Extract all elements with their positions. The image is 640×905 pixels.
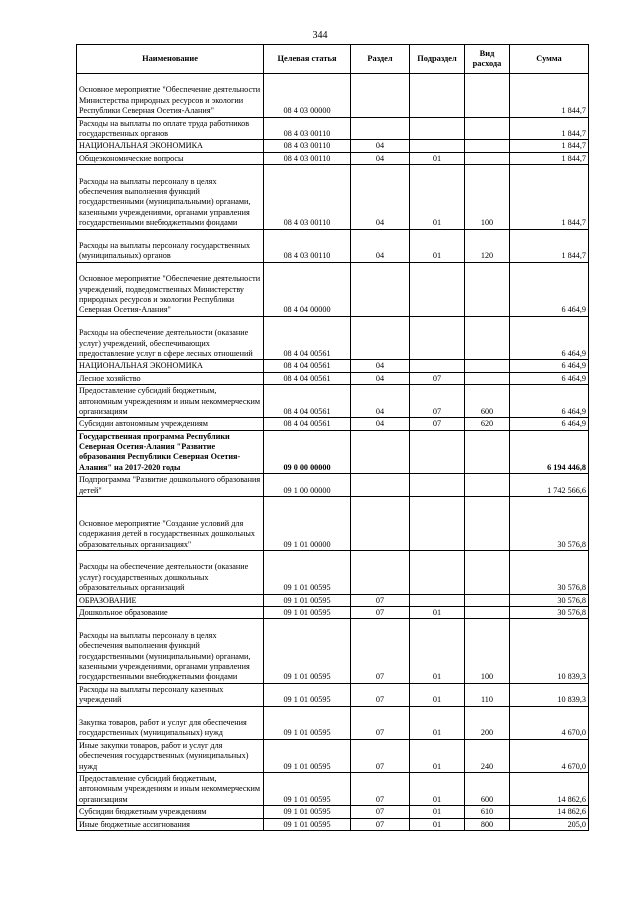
row-sum: 4 670,0 <box>510 706 589 739</box>
row-name: НАЦИОНАЛЬНАЯ ЭКОНОМИКА <box>77 360 264 372</box>
row-section: 04 <box>351 418 410 430</box>
row-article: 09 1 01 00595 <box>264 551 351 595</box>
table-row <box>77 372 589 384</box>
row-expense-type: 100 <box>465 165 510 229</box>
row-name: Дошкольное образование <box>77 607 264 619</box>
row-name: Лесное хозяйство <box>77 372 264 384</box>
row-name: Иные бюджетные ассигнования <box>77 818 264 830</box>
table-row <box>77 140 589 152</box>
row-section: 04 <box>351 229 410 262</box>
row-subsection: 01 <box>410 773 465 806</box>
row-section: 04 <box>351 372 410 384</box>
row-article: 08 4 04 00000 <box>264 262 351 316</box>
row-name: НАЦИОНАЛЬНАЯ ЭКОНОМИКА <box>77 140 264 152</box>
row-article: 08 4 03 00110 <box>264 152 351 164</box>
row-sum: 10 839,3 <box>510 683 589 706</box>
row-name: Основное мероприятие "Обеспечение деятельности учреждений, подведомственных Министерству природных ресурсов и экологии Республики Северная Осетия-Алания" <box>77 262 264 316</box>
row-subsection <box>410 140 465 152</box>
row-sum: 205,0 <box>510 818 589 830</box>
row-section <box>351 497 410 551</box>
row-section <box>351 74 410 118</box>
row-expense-type: 800 <box>465 818 510 830</box>
row-name: Основное мероприятие "Обеспечение деятельности Министерства природных ресурсов и экологии Республики Северная Осетия-Алания" <box>77 74 264 118</box>
row-subsection <box>410 262 465 316</box>
row-name: Расходы на выплаты по оплате труда работников государственных органов <box>77 117 264 140</box>
row-expense-type: 240 <box>465 739 510 772</box>
row-subsection: 01 <box>410 152 465 164</box>
row-subsection: 07 <box>410 372 465 384</box>
row-name: Подпрограмма "Развитие дошкольного образования детей" <box>77 474 264 497</box>
table-row <box>77 152 589 164</box>
row-article: 08 4 04 00561 <box>264 418 351 430</box>
table-row <box>77 474 589 497</box>
row-name: Закупка товаров, работ и услуг для обеспечения государственных (муниципальных) нужд <box>77 706 264 739</box>
row-expense-type <box>465 152 510 164</box>
row-name: Расходы на выплаты персоналу государственных (муниципальных) органов <box>77 229 264 262</box>
row-sum: 1 742 566,6 <box>510 474 589 497</box>
row-article: 09 1 01 00595 <box>264 683 351 706</box>
row-section: 07 <box>351 706 410 739</box>
row-subsection: 01 <box>410 706 465 739</box>
row-name: Общеэкономические вопросы <box>77 152 264 164</box>
row-sum: 6 464,9 <box>510 316 589 360</box>
row-sum: 6 464,9 <box>510 372 589 384</box>
row-expense-type: 600 <box>465 773 510 806</box>
row-name: Иные закупки товаров, работ и услуг для обеспечения государственных (муниципальных) нужд <box>77 739 264 772</box>
row-expense-type <box>465 594 510 606</box>
table-row <box>77 806 589 818</box>
row-article: 08 4 04 00561 <box>264 360 351 372</box>
row-sum: 6 464,9 <box>510 262 589 316</box>
row-section: 04 <box>351 152 410 164</box>
row-name: Государственная программа Республики Северная Осетия-Алания "Развитие образования Республики Северная Осетия-Алания" на 2017-2020 годы <box>77 430 264 474</box>
table-row <box>77 229 589 262</box>
row-name: Субсидии автономным учреждениям <box>77 418 264 430</box>
row-subsection <box>410 497 465 551</box>
header-expense-type: Вид расхода <box>465 45 510 74</box>
row-article: 09 1 01 00595 <box>264 739 351 772</box>
table-body <box>77 74 589 831</box>
row-name: Основное мероприятие "Создание условий для содержания детей в государственных дошкольных образовательных организациях" <box>77 497 264 551</box>
row-expense-type: 620 <box>465 418 510 430</box>
row-section <box>351 430 410 474</box>
row-expense-type <box>465 474 510 497</box>
row-expense-type <box>465 551 510 595</box>
row-name: Предоставление субсидий бюджетным, автономным учреждениям и иным некоммерческим организациям <box>77 385 264 418</box>
row-expense-type <box>465 430 510 474</box>
row-sum: 10 839,3 <box>510 619 589 683</box>
row-article: 09 1 01 00595 <box>264 706 351 739</box>
table-row <box>77 594 589 606</box>
row-expense-type <box>465 372 510 384</box>
row-sum: 4 670,0 <box>510 739 589 772</box>
row-expense-type: 610 <box>465 806 510 818</box>
row-sum: 30 576,8 <box>510 551 589 595</box>
header-section: Раздел <box>351 45 410 74</box>
row-subsection: 01 <box>410 619 465 683</box>
row-subsection: 07 <box>410 418 465 430</box>
row-subsection: 01 <box>410 806 465 818</box>
row-name: Расходы на обеспечение деятельности (оказание услуг) государственных дошкольных образовательных организаций <box>77 551 264 595</box>
row-article: 09 1 00 00000 <box>264 474 351 497</box>
row-expense-type <box>465 262 510 316</box>
row-name: Расходы на выплаты персоналу в целях обеспечения выполнения функций государственными (муниципальными) органами, казенными учреждениями, органами управления государственными внебюджетными фондами <box>77 619 264 683</box>
header-name: Наименование <box>77 45 264 74</box>
row-article: 08 4 03 00110 <box>264 165 351 229</box>
page-number: 344 <box>312 30 328 41</box>
row-subsection <box>410 74 465 118</box>
row-article: 08 4 04 00561 <box>264 372 351 384</box>
row-article: 09 1 01 00000 <box>264 497 351 551</box>
row-sum: 1 844,7 <box>510 165 589 229</box>
row-article: 08 4 03 00110 <box>264 140 351 152</box>
row-sum: 14 862,6 <box>510 773 589 806</box>
row-sum: 1 844,7 <box>510 229 589 262</box>
header-article: Целевая статья <box>264 45 351 74</box>
row-section: 07 <box>351 818 410 830</box>
row-article: 08 4 04 00561 <box>264 385 351 418</box>
row-name: ОБРАЗОВАНИЕ <box>77 594 264 606</box>
row-expense-type <box>465 497 510 551</box>
table-row <box>77 165 589 229</box>
row-expense-type <box>465 316 510 360</box>
table-row <box>77 706 589 739</box>
row-sum: 1 844,7 <box>510 140 589 152</box>
row-name: Расходы на обеспечение деятельности (оказание услуг) учреждений, обеспечивающих предоставление услуг в сфере лесных отношений <box>77 316 264 360</box>
row-article: 09 0 00 00000 <box>264 430 351 474</box>
row-expense-type <box>465 607 510 619</box>
row-section: 07 <box>351 773 410 806</box>
row-sum: 30 576,8 <box>510 607 589 619</box>
table-row <box>77 262 589 316</box>
row-subsection: 01 <box>410 165 465 229</box>
table-row <box>77 385 589 418</box>
row-subsection: 01 <box>410 607 465 619</box>
table-row <box>77 117 589 140</box>
row-sum: 6 464,9 <box>510 418 589 430</box>
row-sum: 14 862,6 <box>510 806 589 818</box>
table-row <box>77 551 589 595</box>
row-section <box>351 474 410 497</box>
table-row <box>77 497 589 551</box>
row-subsection <box>410 551 465 595</box>
row-sum: 6 464,9 <box>510 360 589 372</box>
row-sum: 6 194 446,8 <box>510 430 589 474</box>
row-article: 08 4 03 00110 <box>264 229 351 262</box>
table-row <box>77 360 589 372</box>
table-row <box>77 773 589 806</box>
row-article: 09 1 01 00595 <box>264 773 351 806</box>
row-name: Расходы на выплаты персоналу в целях обеспечения выполнения функций государственными (муниципальными) органами, казенными учреждениями, органами управления государственными внебюджетными фондами <box>77 165 264 229</box>
row-section: 07 <box>351 594 410 606</box>
table-row <box>77 430 589 474</box>
row-expense-type <box>465 117 510 140</box>
row-subsection <box>410 594 465 606</box>
header-sum: Сумма <box>510 45 589 74</box>
row-subsection: 01 <box>410 683 465 706</box>
table-row <box>77 74 589 118</box>
row-expense-type <box>465 74 510 118</box>
table-row <box>77 619 589 683</box>
row-section <box>351 117 410 140</box>
row-article: 08 4 04 00561 <box>264 316 351 360</box>
row-section <box>351 316 410 360</box>
row-section <box>351 551 410 595</box>
row-subsection: 01 <box>410 739 465 772</box>
table-row <box>77 739 589 772</box>
table-row <box>77 818 589 830</box>
row-section: 04 <box>351 360 410 372</box>
row-expense-type: 200 <box>465 706 510 739</box>
table-row <box>77 418 589 430</box>
row-expense-type: 600 <box>465 385 510 418</box>
row-article: 09 1 01 00595 <box>264 806 351 818</box>
row-section: 07 <box>351 806 410 818</box>
row-sum: 1 844,7 <box>510 117 589 140</box>
row-expense-type: 100 <box>465 619 510 683</box>
row-section: 04 <box>351 140 410 152</box>
row-name: Предоставление субсидий бюджетным, автономным учреждениям и иным некоммерческим организациям <box>77 773 264 806</box>
row-expense-type <box>465 140 510 152</box>
row-subsection <box>410 117 465 140</box>
row-expense-type: 120 <box>465 229 510 262</box>
row-subsection: 07 <box>410 385 465 418</box>
table-row <box>77 607 589 619</box>
row-subsection <box>410 360 465 372</box>
budget-table <box>76 44 589 831</box>
row-subsection: 01 <box>410 818 465 830</box>
row-section: 07 <box>351 739 410 772</box>
row-section: 07 <box>351 683 410 706</box>
row-sum: 1 844,7 <box>510 74 589 118</box>
row-section <box>351 262 410 316</box>
row-section: 04 <box>351 165 410 229</box>
table-header <box>77 45 589 74</box>
table-row <box>77 316 589 360</box>
row-article: 09 1 01 00595 <box>264 594 351 606</box>
row-sum: 1 844,7 <box>510 152 589 164</box>
row-expense-type: 110 <box>465 683 510 706</box>
row-expense-type <box>465 360 510 372</box>
row-sum: 30 576,8 <box>510 497 589 551</box>
row-section: 07 <box>351 607 410 619</box>
row-section: 07 <box>351 619 410 683</box>
row-article: 08 4 03 00110 <box>264 117 351 140</box>
row-subsection: 01 <box>410 229 465 262</box>
row-article: 09 1 01 00595 <box>264 818 351 830</box>
row-name: Субсидии бюджетным учреждениям <box>77 806 264 818</box>
row-subsection <box>410 474 465 497</box>
table-row <box>77 683 589 706</box>
header-subsection: Подраздел <box>410 45 465 74</box>
row-name: Расходы на выплаты персоналу казенных учреждений <box>77 683 264 706</box>
row-sum: 30 576,8 <box>510 594 589 606</box>
row-section: 04 <box>351 385 410 418</box>
row-article: 09 1 01 00595 <box>264 607 351 619</box>
row-sum: 6 464,9 <box>510 385 589 418</box>
row-subsection <box>410 430 465 474</box>
row-article: 08 4 03 00000 <box>264 74 351 118</box>
row-article: 09 1 01 00595 <box>264 619 351 683</box>
row-subsection <box>410 316 465 360</box>
